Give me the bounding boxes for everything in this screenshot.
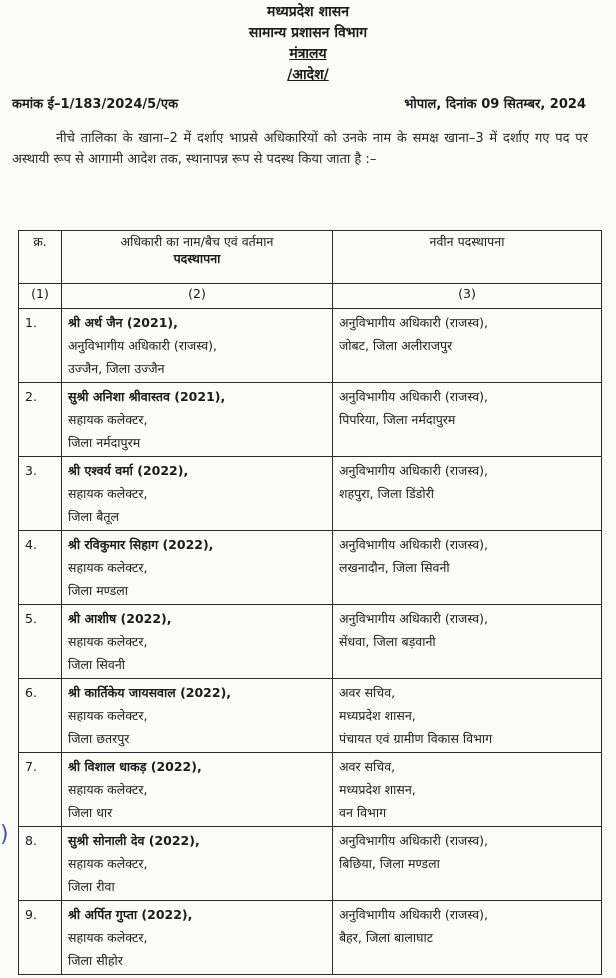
table-row — [19, 827, 602, 901]
new-posting-cell — [333, 753, 602, 827]
officer-cell — [62, 605, 333, 679]
current-location: जिला रीवा — [68, 879, 115, 894]
new-location: जोबट, जिला अलीराजपुर — [339, 338, 453, 353]
new-post: अनुविभागीय अधिकारी (राजस्व), — [339, 463, 488, 478]
reference-line — [0, 86, 616, 112]
table-row — [19, 753, 602, 827]
new-post: अवर सचिव, — [339, 759, 396, 774]
serial-number: 1. — [19, 309, 62, 383]
current-location: जिला सिवनी — [68, 657, 126, 672]
new-posting-cell — [333, 605, 602, 679]
col-number: (1) — [19, 284, 62, 309]
new-location: बैहर, जिला बालाघाट — [339, 930, 434, 945]
serial-number: 5. — [19, 605, 62, 679]
serial-number: 8. — [19, 827, 62, 901]
serial-number: 7. — [19, 753, 62, 827]
officer-name: श्री आशीष (2022), — [68, 611, 172, 626]
serial-number: 9. — [19, 901, 62, 975]
new-post: अनुविभागीय अधिकारी (राजस्व), — [339, 611, 488, 626]
officer-cell — [62, 827, 333, 901]
officer-name: सुश्री सोनाली देव (2022), — [68, 833, 200, 848]
ministry-name: मंत्रालय — [289, 46, 327, 62]
current-post: सहायक कलेक्टर, — [68, 782, 148, 797]
col-number: (3) — [333, 284, 602, 309]
new-post: अवर सचिव, — [339, 685, 396, 700]
officer-cell — [62, 901, 333, 975]
table-row — [19, 383, 602, 457]
intro-paragraph: नीचे तालिका के खाना–2 में दर्शाए भाप्रसे अधिकारियों को उनके नाम के समक्ष खाना–3 में दर्शाए गए पद पर अस्थायी रूप से आगामी आदेश तक, स्थानापन्न रूप से पदस्थ किया जाता है :– — [12, 131, 588, 167]
current-post: सहायक कलेक्टर, — [68, 930, 148, 945]
postings-table — [18, 230, 602, 975]
serial-number: 6. — [19, 679, 62, 753]
new-post: अनुविभागीय अधिकारी (राजस्व), — [339, 537, 488, 552]
new-posting-cell — [333, 679, 602, 753]
new-post: अनुविभागीय अधिकारी (राजस्व), — [339, 833, 488, 848]
current-post: सहायक कलेक्टर, — [68, 708, 148, 723]
new-post: अनुविभागीय अधिकारी (राजस्व), — [339, 389, 488, 404]
new-location: शहपुरा, जिला डिंडोरी — [339, 486, 434, 501]
header-new-posting: नवीन पदस्थापना — [333, 231, 602, 284]
new-posting-cell — [333, 309, 602, 383]
department-name: सामान्य प्रशासन विभाग — [248, 25, 368, 41]
officer-cell — [62, 753, 333, 827]
current-location: जिला सीहोर — [68, 953, 123, 968]
current-location: जिला बैतूल — [68, 509, 119, 524]
margin-mark: ) — [0, 822, 9, 847]
table-row — [19, 605, 602, 679]
officer-name: श्री कार्तिकेय जायसवाल (2022), — [68, 685, 232, 700]
new-posting-cell — [333, 383, 602, 457]
current-post: सहायक कलेक्टर, — [68, 634, 148, 649]
new-post: अनुविभागीय अधिकारी (राजस्व), — [339, 315, 488, 330]
officer-name: सुश्री अनिशा श्रीवास्तव (2021), — [68, 389, 226, 404]
col-number: (2) — [62, 284, 333, 309]
new-location: लखनादौन, जिला सिवनी — [339, 560, 450, 575]
new-posting-cell — [333, 827, 602, 901]
current-post: सहायक कलेक्टर, — [68, 560, 148, 575]
officer-cell — [62, 309, 333, 383]
current-location: उज्जैन, जिला उज्जैन — [68, 361, 165, 376]
officer-name: श्री अर्पित गुप्ता (2022), — [68, 907, 193, 922]
header-serial: क्र. — [19, 231, 62, 284]
current-location: जिला धार — [68, 805, 113, 820]
serial-number: 4. — [19, 531, 62, 605]
officer-name: श्री विशाल धाकड़ (2022), — [68, 759, 202, 774]
government-name: मध्यप्रदेश शासन — [267, 4, 349, 20]
officer-cell — [62, 679, 333, 753]
officer-name: श्री अर्थ जैन (2021), — [68, 315, 178, 330]
table-row — [19, 679, 602, 753]
new-posting-cell — [333, 531, 602, 605]
new-department: वन विभाग — [339, 805, 387, 820]
table-body — [19, 309, 602, 975]
order-number: कमांक ई–1/183/2024/5/एक — [12, 97, 179, 112]
new-location: पिपरिया, जिला नर्मदापुरम — [339, 412, 456, 427]
current-post: सहायक कलेक्टर, — [68, 412, 148, 427]
new-location: मध्यप्रदेश शासन, — [339, 708, 416, 723]
officer-cell — [62, 383, 333, 457]
order-title: /आदेश/ — [287, 67, 329, 83]
table-row — [19, 531, 602, 605]
place-date: भोपाल, दिनांक 09 सितम्बर, 2024 — [404, 97, 586, 112]
header-officer: अधिकारी का नाम/बैच एवं वर्तमान पदस्थापना — [62, 231, 333, 284]
table-row — [19, 457, 602, 531]
new-location: सेंधवा, जिला बड़वानी — [339, 634, 436, 649]
current-location: जिला नर्मदापुरम — [68, 435, 141, 450]
new-post: अनुविभागीय अधिकारी (राजस्व), — [339, 907, 488, 922]
current-post: सहायक कलेक्टर, — [68, 856, 148, 871]
current-post: सहायक कलेक्टर, — [68, 486, 148, 501]
officer-name: श्री रविकुमार सिहाग (2022), — [68, 537, 214, 552]
document-header — [0, 0, 616, 86]
current-location: जिला मण्डला — [68, 583, 129, 598]
serial-number: 2. — [19, 383, 62, 457]
officer-cell — [62, 457, 333, 531]
new-location: मध्यप्रदेश शासन, — [339, 782, 416, 797]
current-location: जिला छतरपुर — [68, 731, 130, 746]
new-posting-cell — [333, 901, 602, 975]
current-post: अनुविभागीय अधिकारी (राजस्व), — [68, 338, 217, 353]
new-location: बिछिया, जिला मण्डला — [339, 856, 440, 871]
serial-number: 3. — [19, 457, 62, 531]
new-department: पंचायत एवं ग्रामीण विकास विभाग — [339, 731, 493, 746]
table-row — [19, 309, 602, 383]
table-row — [19, 901, 602, 975]
new-posting-cell — [333, 457, 602, 531]
officer-cell — [62, 531, 333, 605]
officer-name: श्री एश्वर्य वर्मा (2022), — [68, 463, 189, 478]
